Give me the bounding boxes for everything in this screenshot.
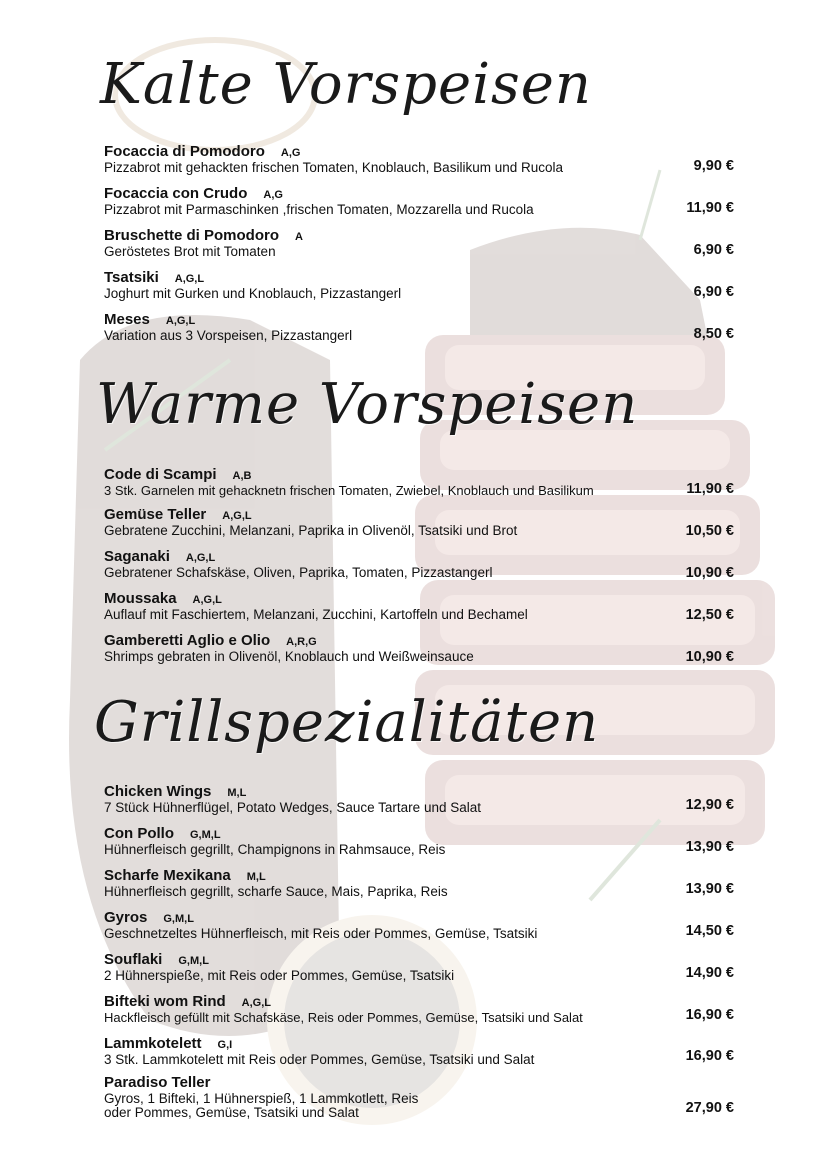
item-price: 14,50 € (685, 923, 734, 939)
item-price: 16,90 € (685, 1048, 734, 1064)
item-name: Meses (104, 311, 150, 328)
section-title-kalte-vorspeisen: Kalte Vorspeisen (100, 52, 592, 117)
item-allergens: A,G (263, 189, 283, 201)
item-description: Shrimps gebraten in Olivenöl, Knoblauch und Weißweinsauce (104, 649, 474, 664)
item-name: Bifteki wom Rind (104, 993, 226, 1010)
item-name: Chicken Wings (104, 783, 212, 800)
item-price: 14,90 € (685, 965, 734, 981)
menu-item (104, 144, 734, 175)
item-description: Pizzabrot mit Parmaschinken ,frischen Tomaten, Mozzarella und Rucola (104, 202, 534, 217)
item-description: 3 Stk. Lammkotelett mit Reis oder Pommes, Gemüse, Tsatsiki und Salat (104, 1052, 535, 1067)
item-price: 12,90 € (685, 797, 734, 813)
item-price: 10,50 € (685, 523, 734, 539)
item-name: Scharfe Mexikana (104, 867, 231, 884)
item-price: 9,90 € (693, 158, 734, 174)
item-allergens: A,G,L (165, 315, 196, 327)
menu-item (104, 994, 734, 1025)
item-description: Geröstetes Brot mit Tomaten (104, 244, 276, 259)
item-allergens: A,G,L (192, 594, 222, 606)
item-allergens: A,G,L (185, 552, 216, 564)
item-description: Gebratener Schafskäse, Oliven, Paprika, Tomaten, Pizzastangerl (104, 565, 493, 580)
item-description: oder Pommes, Gemüse, Tsatsiki und Salat (104, 1105, 359, 1120)
item-price: 6,90 € (693, 242, 734, 258)
item-price: 13,90 € (685, 839, 734, 855)
item-price: 16,90 € (685, 1007, 734, 1023)
item-allergens: G,M,L (178, 955, 209, 967)
item-name: Focaccia con Crudo (104, 185, 248, 202)
menu-item (104, 228, 734, 259)
section-title-warme-vorspeisen: Warme Vorspeisen (96, 372, 639, 437)
item-description: Hühnerfleisch gegrillt, scharfe Sauce, Mais, Paprika, Reis (104, 884, 448, 899)
section-title-grillspezialitaeten: Grillspezialitäten (94, 690, 600, 755)
item-price: 11,90 € (686, 481, 734, 497)
menu-item (104, 467, 734, 498)
item-price: 6,90 € (693, 284, 734, 300)
menu-item (104, 633, 734, 664)
item-name: Gyros (104, 909, 148, 926)
item-description: Joghurt mit Gurken und Knoblauch, Pizzastangerl (104, 286, 402, 301)
item-name: Code di Scampi (104, 466, 217, 483)
menu-item (104, 952, 734, 983)
item-description: Hackfleisch gefüllt mit Schafskäse, Reis oder Pommes, Gemüse, Tsatsiki und Salat (104, 1010, 583, 1025)
item-description: Auflauf mit Faschiertem, Melanzani, Zucchini, Kartoffeln und Bechamel (104, 607, 528, 622)
menu-item (104, 186, 734, 217)
item-description: Gyros, 1 Bifteki, 1 Hühnerspieß, 1 Lammkotlett, Reis (104, 1091, 419, 1106)
menu-item (104, 1075, 734, 1120)
menu-item (104, 784, 734, 815)
item-allergens: A (295, 231, 303, 243)
item-price: 13,90 € (685, 881, 734, 897)
item-price: 10,90 € (685, 649, 734, 665)
item-allergens: G,I (217, 1039, 233, 1051)
menu-item (104, 507, 734, 538)
item-name: Souflaki (104, 951, 163, 968)
item-name: Focaccia di Pomodoro (104, 143, 265, 160)
item-allergens: A,G,L (174, 273, 205, 285)
item-description: Gebratene Zucchini, Melanzani, Paprika in Olivenöl, Tsatsiki und Brot (104, 523, 518, 538)
item-price: 10,90 € (685, 565, 734, 581)
item-description: 3 Stk. Garnelen mit gehacknetn frischen Tomaten, Zwiebel, Knoblauch und Basilikum (104, 483, 594, 498)
item-allergens: A,G,L (241, 997, 272, 1009)
item-description: Hühnerfleisch gegrillt, Champignons in Rahmsauce, Reis (104, 842, 446, 857)
item-name: Lammkotelett (104, 1035, 202, 1052)
item-name: Con Pollo (104, 825, 174, 842)
menu-item (104, 591, 734, 622)
item-name: Paradiso Teller (104, 1074, 211, 1091)
item-allergens: M,L (246, 871, 266, 883)
item-price: 8,50 € (693, 326, 734, 342)
menu-item (104, 549, 734, 580)
menu-item (104, 826, 734, 857)
item-description: Geschnetzeltes Hühnerfleisch, mit Reis oder Pommes, Gemüse, Tsatsiki (104, 926, 538, 941)
item-description: Variation aus 3 Vorspeisen, Pizzastangerl (104, 328, 353, 343)
item-name: Gamberetti Aglio e Olio (104, 632, 271, 649)
item-name: Gemüse Teller (104, 506, 207, 523)
menu-item (104, 910, 734, 941)
item-allergens: M,L (227, 787, 247, 799)
item-price: 11,90 € (686, 200, 734, 216)
item-allergens: A,G (280, 147, 301, 159)
menu-item (104, 312, 734, 343)
item-description: 7 Stück Hühnerflügel, Potato Wedges, Sauce Tartare und Salat (104, 800, 481, 815)
item-allergens: A,G,L (222, 510, 252, 522)
item-name: Tsatsiki (104, 269, 159, 286)
menu-item (104, 1036, 734, 1067)
menu-item (104, 270, 734, 301)
item-name: Saganaki (104, 548, 170, 565)
item-name: Moussaka (104, 590, 177, 607)
item-price: 12,50 € (685, 607, 734, 623)
item-description: 2 Hühnerspieße, mit Reis oder Pommes, Gemüse, Tsatsiki (104, 968, 455, 983)
item-allergens: A,R,G (286, 636, 317, 648)
menu-item (104, 868, 734, 899)
item-allergens: G,M,L (190, 829, 221, 841)
item-description: Pizzabrot mit gehackten frischen Tomaten, Knoblauch, Basilikum und Rucola (104, 160, 563, 175)
item-allergens: A,B (232, 470, 252, 482)
item-allergens: G,M,L (163, 913, 194, 925)
item-price: 27,90 € (685, 1100, 734, 1116)
item-name: Bruschette di Pomodoro (104, 227, 280, 244)
